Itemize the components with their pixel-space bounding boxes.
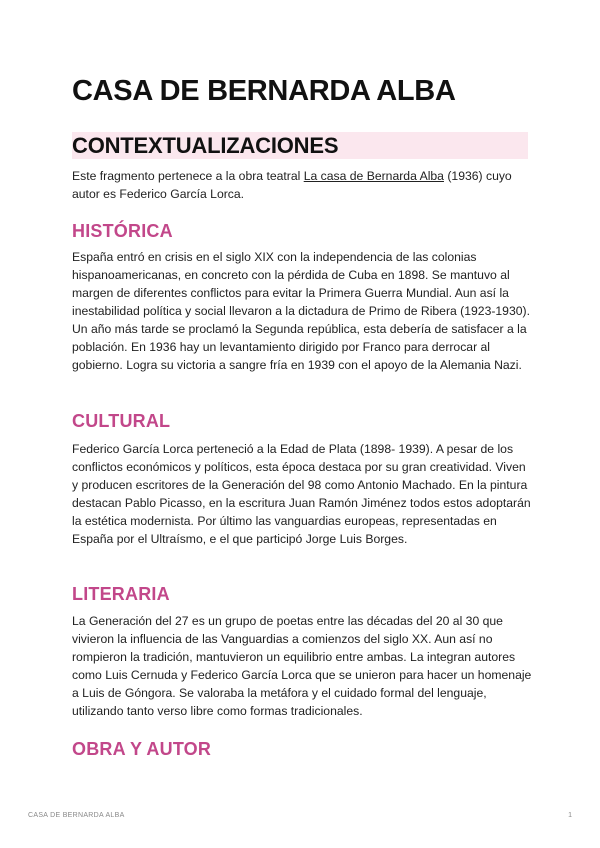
literaria-paragraph: La Generación del 27 es un grupo de poetas entre las décadas del 20 al 30 que vivieron la influencia de las Vanguardias a comienzos del siglo XX. Aun así no rompieron la tradición, mantuvieron un equilibrio entre ambas. La integran autores como Luis Cernuda y Federico García Lorca que se unieron para hacer un homenaje a Luis de Góngora. Se valoraba la metáfora y el cuidado formal del lenguaje, utilizando tanto verso libre como formas tradicionales.: [72, 614, 532, 718]
page-number: 1: [568, 812, 572, 819]
historica-paragraph: España entró en crisis en el siglo XIX con la independencia de las colonias hispanoamericanas, en concreto con la pérdida de Cuba en 1898. Se mantuvo al margen de diferentes conflictos para evitar la Primera Guerra Mundial. Aun así la inestabilidad política y social llevaron a la dictadura de Primo de Ribera (1923-1930). Un año más tarde se proclamó la Segunda república, esta debería de satisfacer a la población. En 1936 hay un levantamiento dirigido por Franco para derrocar al gobierno. Logra su victoria a sangre fría en 1939 con el apoyo de la Alemania Nazi.: [72, 250, 530, 372]
footer-title: CASA DE BERNARDA ALBA: [28, 812, 125, 819]
obra-autor-heading: OBRA Y AUTOR: [72, 739, 212, 759]
work-title-link: La casa de Bernarda Alba: [303, 169, 444, 183]
literaria-heading: LITERARIA: [72, 584, 170, 604]
cultural-paragraph: Federico García Lorca perteneció a la Edad de Plata (1898- 1939). A pesar de los conflictos económicos y políticos, esta época destaca por su gran creatividad. Viven y producen escritores de la Generación del 98 como Antonio Machado. En la pintura destacan Pablo Picasso, en la escritura Juan Ramón Jiménez todos estos adoptarán la estética modernista. Por último las vanguardias europeas, representadas en España por el Ultraísmo, e el que participó Jorge Luis Borges.: [72, 442, 531, 546]
intro-text-post: (1936) cuyo autor es Federico García Lorca.: [72, 169, 512, 201]
page-title: CASA DE BERNARDA ALBA: [72, 75, 456, 107]
intro-paragraph: [72, 167, 532, 203]
section-heading: CONTEXTUALIZACIONES: [72, 133, 339, 158]
section-banner: [72, 132, 528, 159]
intro-text-pre: Este fragmento pertenece a la obra teatral: [72, 169, 304, 183]
cultural-heading: CULTURAL: [72, 411, 171, 431]
historica-heading: HISTÓRICA: [72, 221, 173, 241]
